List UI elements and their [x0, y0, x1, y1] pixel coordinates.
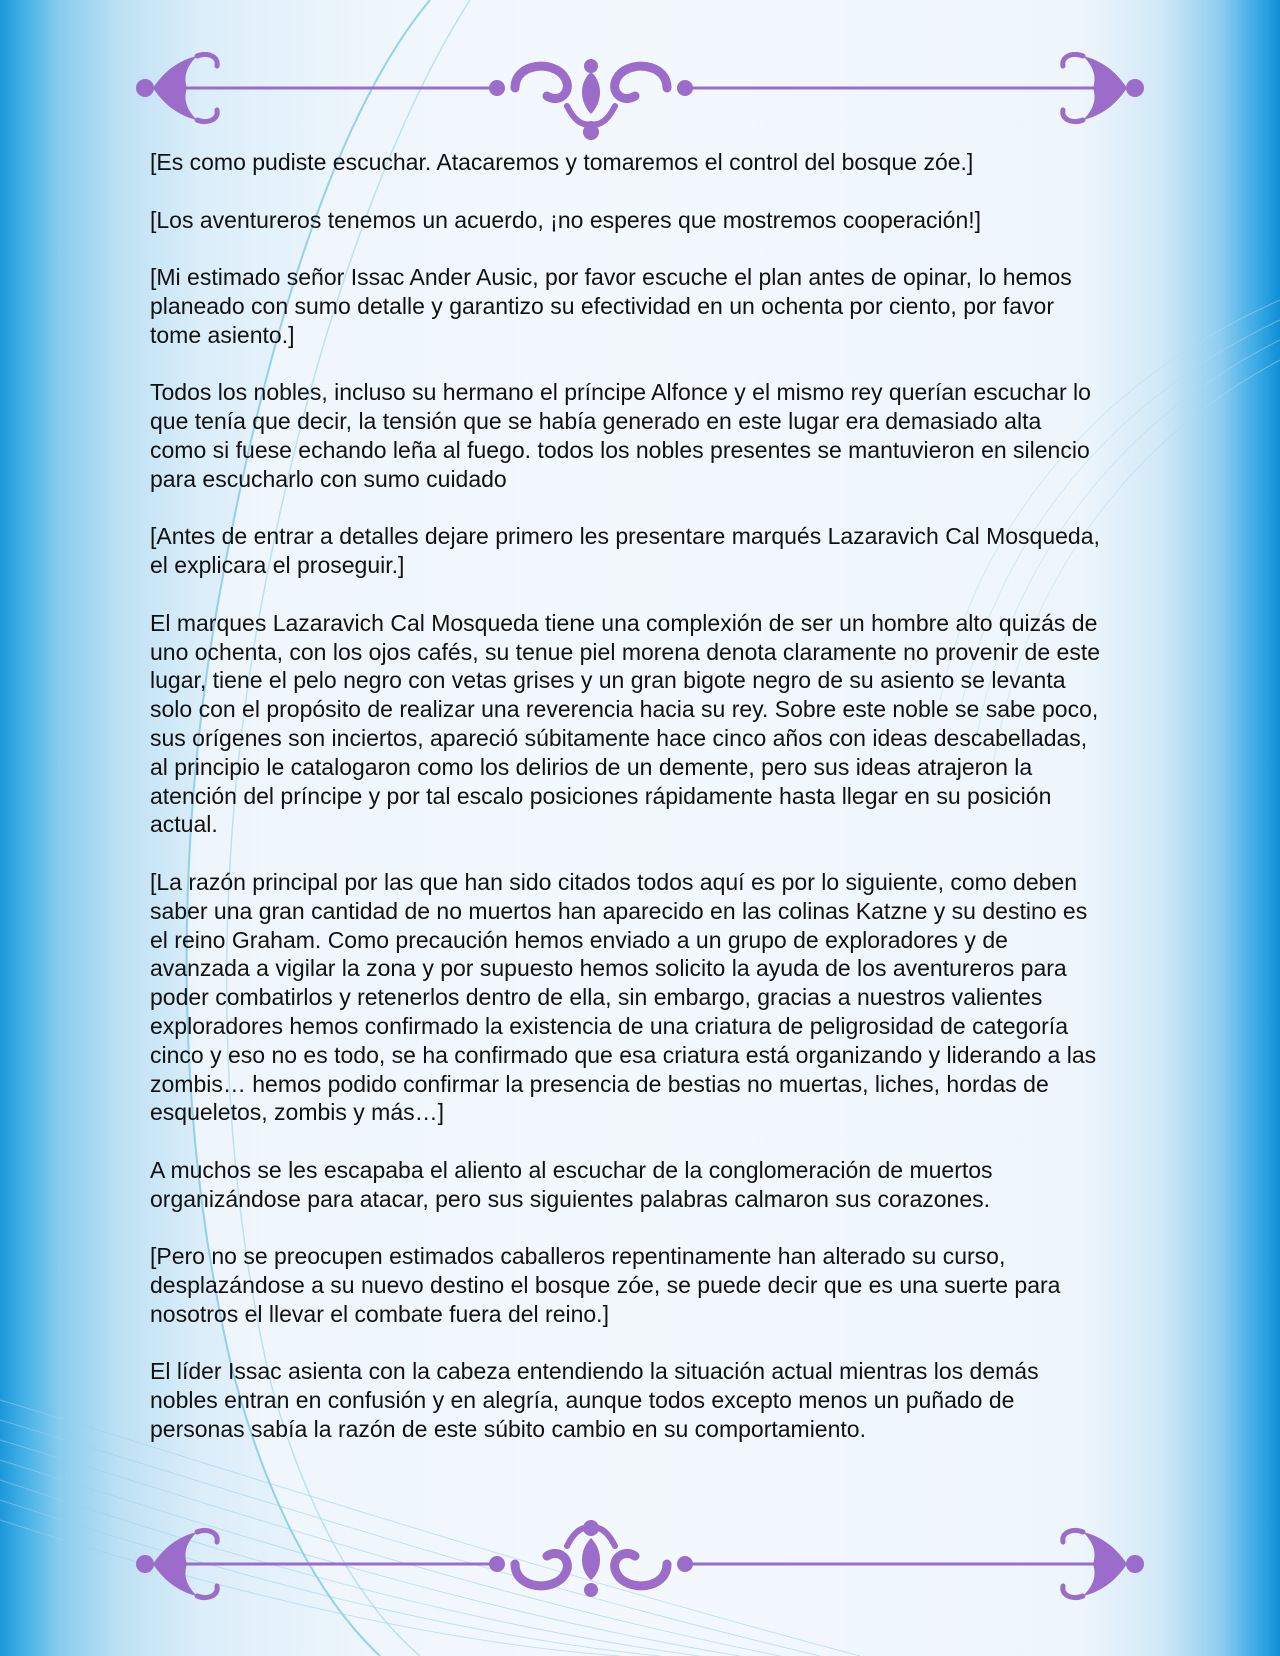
paragraph: Todos los nobles, incluso su hermano el príncipe Alfonce y el mismo rey querían escuchar lo que tenía que decir, la tensión que se había generado en este lugar era demasiado alta como si fuese echando leña al fuego. todos los nobles presentes se mantuvieron en silencio para escucharlo con sumo cuidado	[150, 379, 1091, 492]
paragraph: [Es como pudiste escuchar. Atacaremos y tomaremos el control del bosque zóe.]	[150, 149, 974, 175]
paragraph: A muchos se les escapaba el aliento al escuchar de la conglomeración de muertos organizándose para atacar, pero sus siguientes palabras calmaron sus corazones.	[150, 1156, 993, 1212]
paragraph: [La razón principal por las que han sido citados todos aquí es por lo siguiente, como deben saber una gran cantidad de no muertos han aparecido en las colinas Katzne y su destino es el reino Graham. Como precaución hemos enviado a un grupo de exploradores y de avanzada a vigilar la zona y por supuesto hemos solicito la ayuda de los aventureros para poder combatirlos y retenerlos dentro de ella, sin embargo, gracias a nuestros valientes exploradores hemos confirmado la existencia de una criatura de peligrosidad de categoría cinco y eso no es todo, se ha confirmado que esa criatura está organizando y liderando a las zombis… hemos podido confirmar la presencia de bestias no muertas, liches, hordas de esqueletos, zombis y más…]	[150, 868, 1097, 1126]
scroll-flourish-icon	[135, 1508, 1145, 1608]
document-body	[150, 148, 1100, 1473]
scroll-flourish-icon	[135, 52, 1145, 152]
paragraph: [Pero no se preocupen estimados caballeros repentinamente han alterado su curso, desplazándose a su nuevo destino el bosque zóe, se puede decir que es una suerte para nosotros el llevar el combate fuera del reino.]	[150, 1243, 1061, 1327]
paragraph: [Antes de entrar a detalles dejare primero les presentare marqués Lazaravich Cal Mosqueda, el explicara el proseguir.]	[150, 523, 1100, 579]
paragraph: El marques Lazaravich Cal Mosqueda tiene una complexión de ser un hombre alto quizás de uno ochenta, con los ojos cafés, su tenue piel morena denota claramente no provenir de este lugar, tiene el pelo negro con vetas grises y un gran bigote negro de su asiento se levanta solo con el propósito de realizar una reverencia hacia su rey. Sobre este noble se sabe poco, sus orígenes son inciertos, apareció súbitamente hace cinco años con ideas descabelladas, al principio le catalogaron como los delirios de un demente, pero sus ideas atrajeron la atención del príncipe y por tal escalo posiciones rápidamente hasta llegar en su posición actual.	[150, 609, 1100, 838]
paragraph: [Los aventureros tenemos un acuerdo, ¡no esperes que mostremos cooperación!]	[150, 206, 982, 233]
paragraph: [Mi estimado señor Issac Ander Ausic, por favor escuche el plan antes de opinar, lo hemos planeado con sumo detalle y garantizo su efectividad en un ochenta por ciento, por favor tome asiento.]	[150, 264, 1072, 348]
paragraph: El líder Issac asienta con la cabeza entendiendo la situación actual mientras los demás nobles entran en confusión y en alegría, aunque todos excepto menos un puñado de personas sabía la razón de este súbito cambio en su comportamiento.	[150, 1358, 1039, 1443]
